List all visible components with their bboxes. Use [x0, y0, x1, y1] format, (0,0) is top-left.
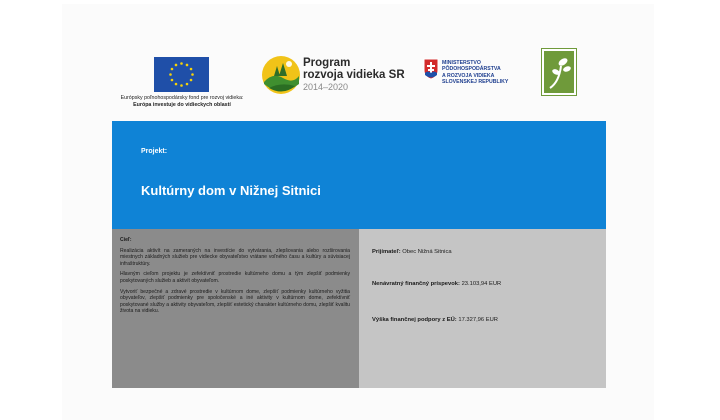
eu-star	[180, 62, 183, 65]
eu-support-row	[372, 317, 498, 323]
eu-caption-line1: Európsky poľnohospodársky fond pre rozvoj vidieka:	[120, 95, 244, 101]
eu-star	[169, 73, 172, 76]
eu-support-value: 17.327,96 EUR	[458, 317, 498, 323]
ministry-line: SLOVENSKEJ REPUBLIKY	[442, 78, 509, 85]
goal-paragraph: Hlavným cieľom projektu je zefektívniť prostredie kultúrneho domu a tým zlepšiť podmienky poskytovaných služieb a aktivít obyvateľom.	[120, 271, 350, 284]
eu-star	[190, 68, 193, 71]
recipient-value: Obec Nižná Sitnica	[402, 249, 452, 255]
prv-title-line2: rozvoja vidieka SR	[303, 69, 405, 81]
goal-paragraph: Vytvoriť bezpečné a zdravé prostredie v kultúrnom dome, zlepšiť podmienky kultúrneho vyžitia obyvateľov, zlepšiť podmienky pre spoločenské a iné aktivity v kultúrnom dome, zefektívniť poskytované služby a aktivity obyvateľom, zlepšiť estetický charakter kultúrneho domu, zlepšiť kvalitu života na vidieku.	[120, 288, 350, 315]
grant-row	[372, 281, 501, 287]
eu-star	[171, 68, 174, 71]
eu-star	[175, 83, 178, 86]
grant-label: Nenávratný finančný príspevok:	[372, 281, 460, 287]
project-label: Projekt:	[141, 148, 168, 155]
eu-caption	[112, 95, 252, 109]
goal-paragraph: Realizácia aktivít na zameraných na investície do vytvárania, zlepšovania alebo rozširovania miestnych základných služieb pre vidiecke obyvateľstvo vrátane voľného času a kultúry a súvisiacej infraštruktúry.	[120, 247, 350, 267]
grant-value: 23.103,94 EUR	[461, 281, 502, 287]
recipient-label: Prijímateľ:	[372, 249, 401, 255]
eu-star	[180, 84, 183, 87]
eu-star	[175, 64, 178, 67]
ministry-line: PÔDOHOSPODÁRSTVA	[442, 66, 501, 73]
eu-star	[190, 79, 193, 82]
goal-heading: Cieľ:	[120, 237, 132, 243]
eu-star	[191, 73, 194, 76]
project-banner	[112, 121, 606, 229]
recipient-row	[372, 249, 452, 255]
goal-panel	[112, 229, 359, 388]
eu-star	[186, 83, 189, 86]
eu-support-label: Výška finančnej podpory z EÚ:	[372, 317, 457, 323]
project-title: Kultúrny dom v Nižnej Sitnici	[141, 183, 321, 198]
ministry-line: A ROZVOJA VIDIEKA	[442, 72, 495, 79]
eu-star	[186, 64, 189, 67]
eu-star	[171, 79, 174, 82]
prv-years: 2014–2020	[303, 82, 349, 92]
leader-logo-icon	[541, 48, 577, 96]
prv-title	[303, 57, 413, 92]
eu-flag-icon	[154, 57, 209, 92]
ministry-name	[442, 60, 532, 85]
ministry-line: MINISTERSTVO	[442, 60, 481, 66]
eu-caption-line2: Európa investuje do vidieckych oblastí	[133, 102, 231, 108]
prv-title-line1: Program	[303, 57, 351, 69]
info-panel	[359, 229, 606, 388]
